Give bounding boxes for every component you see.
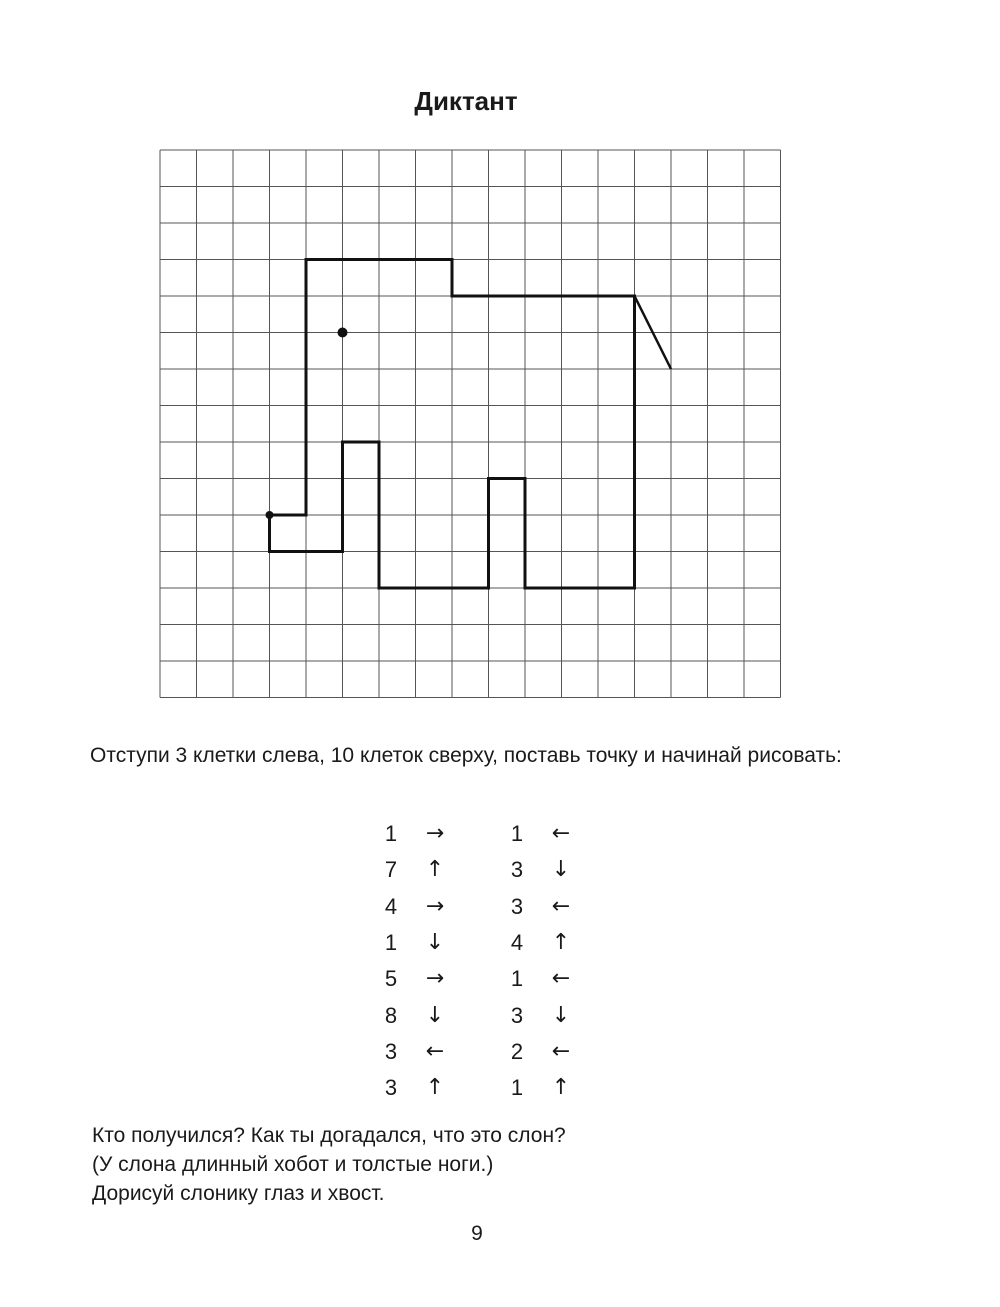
step-arrow-icon: →: [425, 821, 445, 846]
elephant-drawing: [266, 260, 672, 589]
elephant-eye: [338, 328, 348, 338]
step-arrow-icon: ↑: [425, 1075, 445, 1101]
step-count: 1: [510, 966, 524, 992]
step-arrow-icon: ←: [551, 1038, 571, 1064]
step-count: 1: [510, 821, 524, 846]
question-line-2: (У слона длинный хобот и толстые ноги.): [92, 1153, 494, 1176]
step-arrow-icon: ↑: [425, 857, 445, 883]
step-count: 3: [384, 1075, 398, 1101]
step-arrow-icon: ↓: [551, 1002, 571, 1028]
step-left-6: [376, 998, 496, 1034]
step-right-1: [502, 816, 622, 852]
step-left-5: [376, 961, 496, 997]
step-right-5: [502, 961, 622, 997]
step-count: 7: [384, 857, 398, 883]
step-arrow-icon: ↑: [551, 929, 571, 955]
question-line-3: Дорисуй слонику глаз и хвост.: [92, 1182, 385, 1205]
step-count: 4: [384, 893, 398, 919]
step-left-4: [376, 925, 496, 961]
step-count: 1: [510, 1075, 524, 1101]
step-arrow-icon: →: [425, 893, 445, 919]
step-count: 4: [510, 929, 524, 955]
step-arrow-icon: ←: [425, 1038, 445, 1064]
step-left-3: [376, 889, 496, 925]
step-left-2: [376, 852, 496, 888]
questions-block: [92, 1121, 892, 1208]
step-left-7: [376, 1034, 496, 1070]
grid-lines: [160, 150, 781, 698]
step-right-6: [502, 998, 622, 1034]
step-arrow-icon: ↓: [551, 857, 571, 883]
step-count: 2: [510, 1038, 524, 1064]
step-count: 3: [384, 1038, 398, 1064]
step-right-3: [502, 889, 622, 925]
instruction-text: Отступи 3 клетки слева, 10 клеток сверху, поставь точку и начинай рисовать:: [90, 744, 842, 767]
question-line-1: Кто получился? Как ты догадался, что это слон?: [92, 1124, 566, 1147]
step-arrow-icon: ↓: [425, 1002, 445, 1028]
step-arrow-icon: →: [425, 966, 445, 992]
step-count: 3: [510, 893, 524, 919]
step-count: 3: [510, 857, 524, 883]
step-count: 1: [384, 929, 398, 955]
step-count: 1: [384, 821, 398, 846]
step-left-1: [376, 816, 496, 852]
step-arrow-icon: ←: [551, 893, 571, 919]
start-point: [266, 511, 274, 519]
step-right-4: [502, 925, 622, 961]
step-count: 8: [384, 1002, 398, 1028]
step-count: 3: [510, 1002, 524, 1028]
step-right-8: [502, 1070, 622, 1106]
step-left-8: [376, 1070, 496, 1106]
dictation-steps: [0, 816, 1000, 1106]
step-right-2: [502, 852, 622, 888]
step-count: 5: [384, 966, 398, 992]
page-number: 9: [471, 1222, 483, 1245]
page-title: Диктант: [414, 86, 518, 116]
step-right-7: [502, 1034, 622, 1070]
step-arrow-icon: ↑: [551, 1075, 571, 1101]
step-arrow-icon: ←: [551, 966, 571, 992]
step-arrow-icon: ↓: [425, 929, 445, 955]
step-arrow-icon: ←: [551, 821, 571, 846]
